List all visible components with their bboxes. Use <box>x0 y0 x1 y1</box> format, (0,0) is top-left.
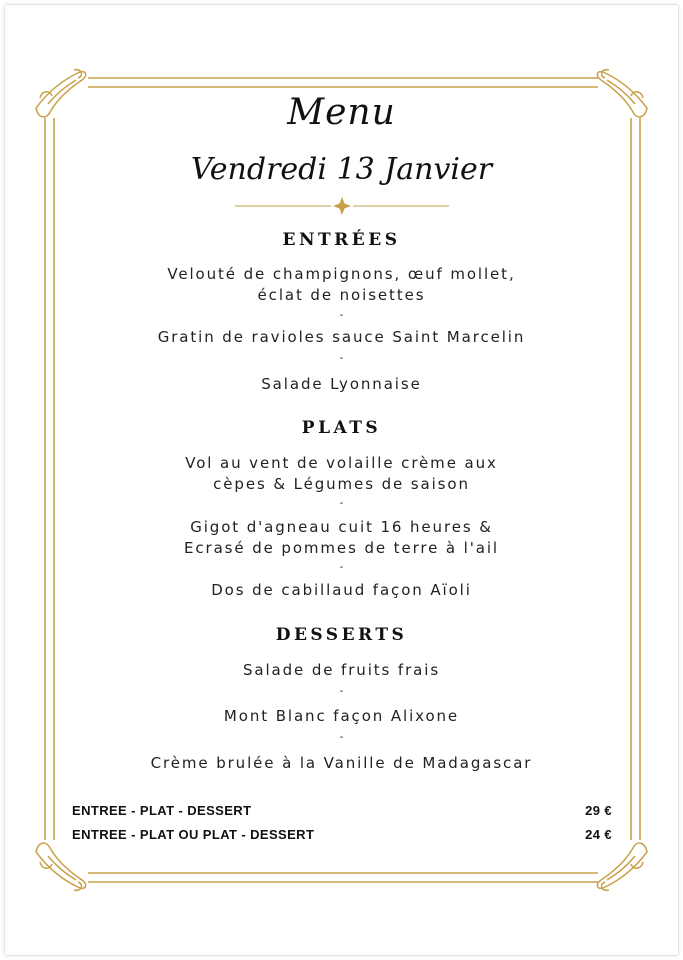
item-separator: - <box>339 351 344 364</box>
menu-item: Dos de cabillaud façon Aïoli <box>211 581 472 599</box>
menu-item: Salade Lyonnaise <box>261 375 422 393</box>
star-divider-icon <box>235 196 449 216</box>
menu-item: Gigot d'agneau cuit 16 heures & <box>190 518 493 536</box>
formula-label: ENTREE - PLAT OU PLAT - DESSERT <box>72 827 315 842</box>
item-separator: - <box>339 730 344 743</box>
menu-item: Vol au vent de volaille crème aux <box>185 454 498 472</box>
menu-item: Ecrasé de pommes de terre à l'ail <box>184 539 499 557</box>
menu-item: Mont Blanc façon Alixone <box>223 707 460 725</box>
section-heading-entrees: ENTRÉES <box>282 230 401 250</box>
item-separator: - <box>339 496 344 509</box>
formula-label: ENTREE - PLAT - DESSERT <box>72 803 252 818</box>
menu-date: Vendredi 13 Janvier <box>190 152 493 187</box>
item-separator: - <box>339 684 344 697</box>
menu-item: éclat de noisettes <box>257 286 426 304</box>
menu-item: cèpes & Légumes de saison <box>213 475 470 493</box>
item-separator: - <box>339 560 344 573</box>
menu-title: Menu <box>287 92 396 133</box>
formula-price: 29 € <box>585 803 612 818</box>
formula-price: 24 € <box>585 827 612 842</box>
menu-item: Velouté de champignons, œuf mollet, <box>167 265 516 283</box>
section-heading-desserts: DESSERTS <box>275 625 408 645</box>
item-separator: - <box>339 308 344 321</box>
menu-item: Gratin de ravioles sauce Saint Marcelin <box>157 328 526 346</box>
menu-item: Crème brulée à la Vanille de Madagascar <box>150 754 533 772</box>
section-heading-plats: PLATS <box>301 418 382 438</box>
menu-item: Salade de fruits frais <box>242 661 441 679</box>
